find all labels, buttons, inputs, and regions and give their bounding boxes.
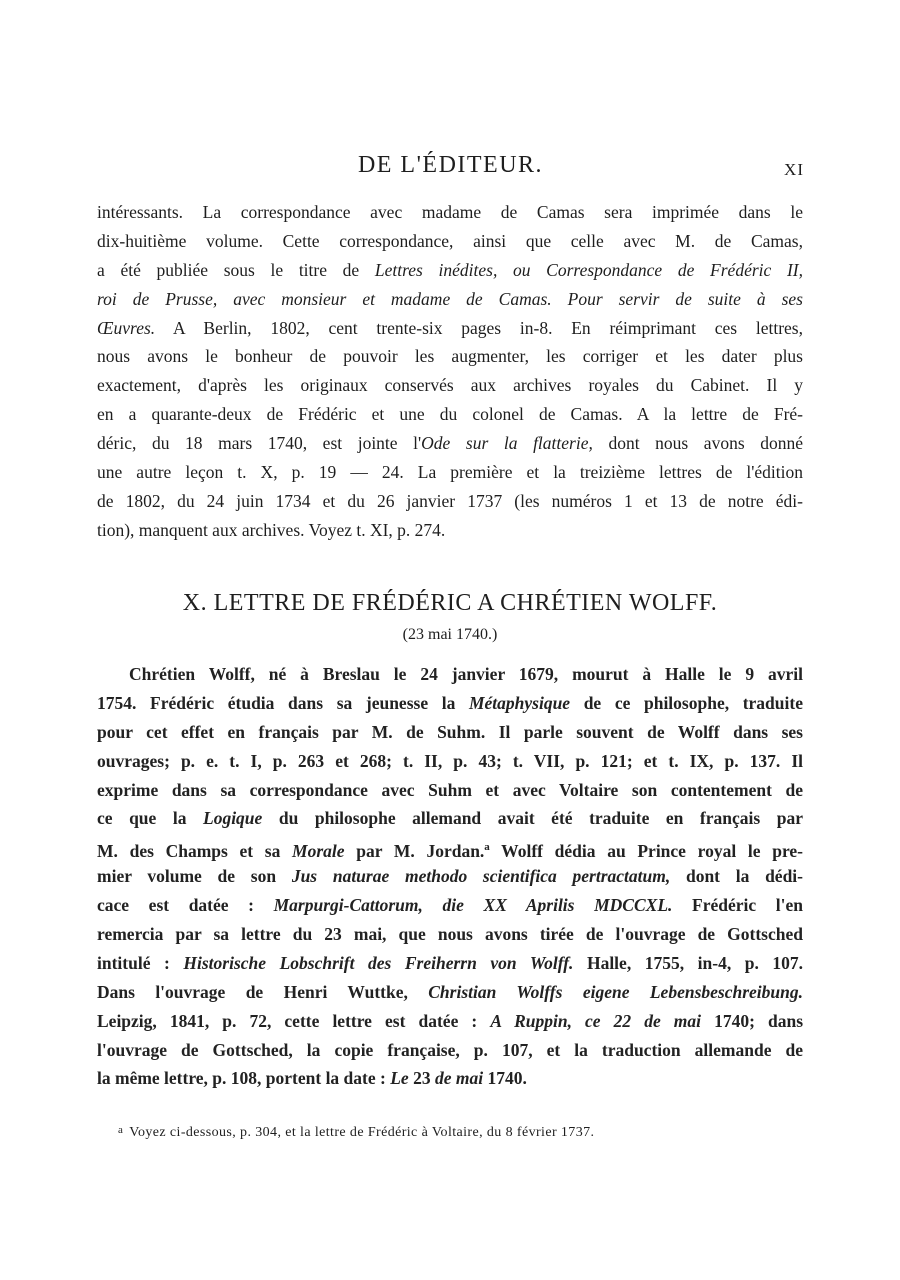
italic-title: A Ruppin, ce 22 de mai [490,1010,702,1031]
footnote-marker: a [118,1124,124,1136]
italic-title: roi de Prusse, avec monsieur et madame de Camas. Pour servir de suite à ses [97,288,803,309]
text-line: M. des Champs et sa Morale par M. Jordan.$^a$ Wolff dédia au Prince royal le pre- [97,841,803,862]
text-line [97,285,803,314]
text-line: ouvrages; p. e. t. I, p. 263 et 268; t. II, p. 43; t. VII, p. 121; et t. IX, p. 137. Il [97,750,803,771]
italic-title: Historische Lobschrift des Freiherrn von Wolff. [183,952,574,973]
text-line: intitulé : Historische Lobschrift des Freiherrn von Wolff. Halle, 1755, in-4, p. 107. [97,952,804,973]
text-line: mier volume de son Jus naturae methodo scientifica pertractatum, dont la dédi- [97,866,803,887]
text-line: cace est datée : Marpurgi-Cattorum, die XX Aprilis MDCCXL. Frédéric l'en [97,895,803,916]
text-line: en a quarante-deux de Frédéric et une du colonel de Camas. A la lettre de Fré- [97,404,803,425]
text-line: de 1802, du 24 juin 1734 et du 26 janvier 1737 (les numéros 1 et 13 de notre édi- [97,490,803,511]
text-line: exprime dans sa correspondance avec Suhm et avec Voltaire son contentement de [97,779,803,800]
text-line: nous avons le bonheur de pouvoir les augmenter, les corriger et les dater plus [97,346,803,367]
text-line: a été publiée sous le titre de Lettres inédites, ou Correspondance de Frédéric II, [97,259,803,280]
italic-title: Lettres inédites, ou Correspondance de Frédéric II, [374,259,803,280]
section-date: (23 mai 1740.) [402,626,498,643]
footnote-ref[interactable]: a [484,841,490,854]
footnote [118,1124,808,1141]
text-line: 1754. Frédéric étudia dans sa jeunesse la Métaphysique de ce philosophe, traduite [97,692,803,713]
italic-title: Ode sur la flatterie, [421,433,593,454]
italic-title: Marpurgi-Cattorum, die XX Aprilis MDCCXL. [273,895,673,916]
text-line: la même lettre, p. 108, portent la date : Le 23 de mai 1740. [97,1068,527,1089]
text-line: tion), manquent aux archives. Voyez t. XI, p. 274. [97,519,446,540]
text-line: pour cet effet en français par M. de Suhm. Il parle souvent de Wolff dans ses [97,721,803,742]
italic-title: Métaphysique [468,692,571,713]
text-line: Œuvres. A Berlin, 1802, cent trente-six pages in-8. En réimprimant ces lettres, [97,317,803,338]
text-line: déric, du 18 mars 1740, est jointe l'Ode sur la flatterie, dont nous avons donné [97,433,803,454]
paragraph-camas [97,198,803,545]
text-line: Dans l'ouvrage de Henri Wuttke, Christian Wolffs eigene Lebensbeschreibung. [97,981,803,1002]
running-head: DE L'ÉDITEUR. [357,152,544,178]
italic-title: Le [390,1068,409,1089]
italic-title: de mai [434,1068,484,1089]
text-line: Chrétien Wolff, né à Breslau le 24 janvier 1679, mourut à Halle le 9 avril [129,664,803,684]
text-line: ce que la Logique du philosophe allemand avait été traduite en français par [97,808,803,829]
text-line: l'ouvrage de Gottsched, la copie française, p. 107, et la traduction allemande de [97,1039,803,1060]
text-line: remercia par sa lettre du 23 mai, que nous avons tirée de l'ouvrage de Gottsched [97,924,803,945]
page-header [97,152,804,188]
italic-title: Christian Wolffs eigene Lebensbeschreibung. [428,981,803,1002]
italic-title: Morale [292,841,345,862]
section-heading: X. LETTRE DE FRÉDÉRIC A CHRÉTIEN WOLFF. [182,590,718,616]
text-line: dix-huitième volume. Cette correspondance, ainsi que celle avec M. de Camas, [97,230,803,251]
text-line: une autre leçon t. X, p. 19 — 24. La première et la treizième lettres de l'édition [97,462,803,483]
footnote-text: Voyez ci-dessous, p. 304, et la lettre de Frédéric à Voltaire, du 8 février 1737. [129,1125,595,1140]
text-line: exactement, d'après les originaux conservés aux archives royales du Cabinet. Il y [97,375,803,396]
page-number: XI [784,160,804,179]
italic-title: Logique [203,808,263,829]
paragraph-wolff [97,660,803,1093]
text-line: intéressants. La correspondance avec madame de Camas sera imprimée dans le [97,202,803,222]
italic-title: Jus naturae methodo scientifica pertractatum, [291,866,671,887]
text-line: Leipzig, 1841, p. 72, cette lettre est datée : A Ruppin, ce 22 de mai 1740; dans [97,1010,804,1031]
italic-title: Œuvres. [97,317,156,338]
